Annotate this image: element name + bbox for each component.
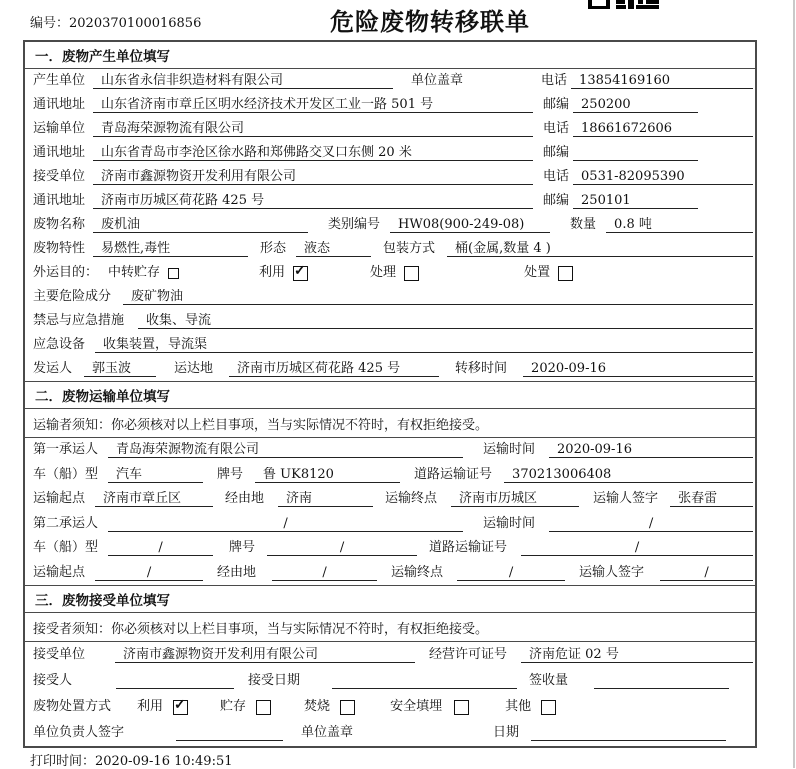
via2-label: 经由地 xyxy=(217,564,257,580)
end2-value: / xyxy=(457,565,565,581)
date-label: 日期 xyxy=(493,725,520,740)
zip2-label: 邮编 xyxy=(543,145,570,160)
disposal-option-label: 安全填埋 xyxy=(390,699,443,714)
equipment-label: 应急设备 xyxy=(33,337,86,352)
zip1-label: 邮编 xyxy=(543,97,570,112)
sign1-label: 运输人签字 xyxy=(593,491,659,507)
row-carrier2 xyxy=(25,512,755,537)
acceptor-label: 接受人 xyxy=(33,673,73,688)
section-receiver xyxy=(25,585,755,746)
row-carrier1 xyxy=(25,438,755,463)
row-receiving-unit xyxy=(25,642,755,668)
time2-label: 运输时间 xyxy=(483,515,536,531)
addr3-value: 济南市历城区荷花路 425 号 xyxy=(93,193,533,209)
section-producer xyxy=(25,42,755,381)
purpose-label: 外运目的： xyxy=(33,265,99,280)
emergency-value: 收集、导流 xyxy=(138,313,753,329)
zip3-label: 邮编 xyxy=(543,193,570,208)
packing-value: 桶(金属,数量 4 ) xyxy=(447,241,753,257)
received-qty-value xyxy=(594,673,729,689)
producer-label: 产生单位 xyxy=(33,73,86,88)
property-label: 废物特性 xyxy=(33,241,86,256)
row-receiver-unit xyxy=(25,165,755,189)
transporter-notice: 运输者须知：你必须核对以上栏目事项，当与实际情况不符时，有权拒绝接受。 xyxy=(25,409,755,438)
row-shipper xyxy=(25,357,755,381)
checkbox-icon xyxy=(340,700,355,715)
checkbox-checked-icon xyxy=(293,266,308,281)
page-title: 危险废物转移联单 xyxy=(330,7,530,36)
hazard-value: 废矿物油 xyxy=(123,289,753,305)
date-value xyxy=(531,725,726,741)
purpose-option-label: 处理 xyxy=(370,265,397,280)
plate1-value: 鲁 UK8120 xyxy=(255,467,400,483)
row-hazard xyxy=(25,285,755,309)
checkbox-icon xyxy=(558,266,573,281)
doc-number-label: 编号： xyxy=(30,16,70,31)
section-producer-title: 一．废物产生单位填写 xyxy=(25,42,755,69)
receiver-notice: 接受者须知：你必须核对以上栏目事项，当与实际情况不符时，有权拒绝接受。 xyxy=(25,613,755,642)
carrier1-value: 青岛海荣源物流有限公司 xyxy=(108,442,463,458)
road-cert1-label: 道路运输证号 xyxy=(414,466,493,482)
zip2-value xyxy=(573,145,698,161)
phone2-value: 18661672606 xyxy=(573,121,753,137)
row-producer-unit xyxy=(25,69,755,93)
vehicle1-label: 车（船）型 xyxy=(33,466,99,482)
emergency-label: 禁忌与应急措施 xyxy=(33,313,125,328)
checkbox-checked-icon xyxy=(173,700,188,715)
section-transporter xyxy=(25,381,755,585)
purpose-option-label: 利用 xyxy=(259,265,286,280)
plate1-label: 牌号 xyxy=(217,466,244,482)
sign2-label: 运输人签字 xyxy=(579,564,645,580)
license-label: 经营许可证号 xyxy=(429,647,508,662)
qr-code-fragment-icon xyxy=(588,0,660,9)
print-time-value: 2020-09-16 10:49:51 xyxy=(95,754,233,769)
row-receiver-address xyxy=(25,189,755,213)
accept-date-value xyxy=(332,673,517,689)
via2-value: / xyxy=(272,565,377,581)
sign1-value: 张春雷 xyxy=(670,491,753,507)
zip3-value: 250101 xyxy=(573,193,698,209)
phone2-label: 电话 xyxy=(543,121,570,136)
shipper-label: 发运人 xyxy=(33,361,73,376)
vehicle2-value: / xyxy=(108,540,213,556)
unit-seal-label: 单位盖章 xyxy=(411,73,464,88)
page-edge-line xyxy=(793,0,795,768)
acceptor-value xyxy=(116,673,234,689)
document-header xyxy=(0,0,796,40)
hazard-label: 主要危险成分 xyxy=(33,289,112,304)
row-disposal xyxy=(25,694,755,720)
carrier2-value: / xyxy=(108,516,463,532)
row-route2 xyxy=(25,561,755,586)
accept-date-label: 接受日期 xyxy=(248,673,301,688)
doc-number xyxy=(30,12,201,31)
purpose-option-label: 处置 xyxy=(524,265,551,280)
plate2-label: 牌号 xyxy=(229,540,256,556)
row-waste-name xyxy=(25,213,755,237)
row-waste-property xyxy=(25,237,755,261)
road-cert2-label: 道路运输证号 xyxy=(429,540,508,556)
row-equipment xyxy=(25,333,755,357)
row-producer-address xyxy=(25,93,755,117)
origin1-value: 济南市章丘区 xyxy=(95,491,213,507)
category-value: HW08(900-249-08) xyxy=(390,217,550,233)
section-receiver-title: 三．废物接受单位填写 xyxy=(25,585,755,613)
property-value: 易燃性,毒性 xyxy=(93,241,248,257)
shipper-value: 郭玉波 xyxy=(84,361,156,377)
transfer-date-value: 2020-09-16 xyxy=(523,361,753,377)
origin1-label: 运输起点 xyxy=(33,491,86,507)
qty-value: 0.8 吨 xyxy=(606,217,753,233)
sign2-value: / xyxy=(660,565,753,581)
packing-label: 包装方式 xyxy=(383,241,436,256)
addr1-value: 山东省济南市章丘区明水经济技术开发区工业一路 501 号 xyxy=(93,97,533,113)
receiver-label: 接受单位 xyxy=(33,169,86,184)
transporter-label: 运输单位 xyxy=(33,121,86,136)
row-emergency xyxy=(25,309,755,333)
dest-label: 运达地 xyxy=(174,361,214,376)
row-vehicle2 xyxy=(25,536,755,561)
print-time xyxy=(30,750,233,769)
unit-seal2-label: 单位盖章 xyxy=(301,725,354,740)
checkbox-icon xyxy=(404,266,419,281)
receiver-value: 济南市鑫源物资开发利用有限公司 xyxy=(93,169,533,185)
zip1-value: 250200 xyxy=(573,97,698,113)
checkbox-icon xyxy=(454,700,469,715)
category-label: 类别编号 xyxy=(328,217,381,232)
head-sign-label: 单位负责人签字 xyxy=(33,725,125,740)
equipment-value: 收集装置，导流渠 xyxy=(95,337,753,353)
phone3-label: 电话 xyxy=(543,169,570,184)
dest-value: 济南市历城区荷花路 425 号 xyxy=(229,361,439,377)
origin2-label: 运输起点 xyxy=(33,564,86,580)
disposal-option-label: 贮存 xyxy=(220,699,247,714)
row-purpose xyxy=(25,261,755,285)
time2-value: / xyxy=(549,516,753,532)
vehicle2-label: 车（船）型 xyxy=(33,540,99,556)
end1-label: 运输终点 xyxy=(385,491,438,507)
head-sign-value xyxy=(176,725,283,741)
section-transporter-title: 二．废物运输单位填写 xyxy=(25,381,755,409)
row-transport-address xyxy=(25,141,755,165)
road-cert2-value: / xyxy=(521,540,753,556)
waste-name-value: 废机油 xyxy=(93,217,308,233)
purpose-option-label: 中转贮存 xyxy=(108,265,161,280)
print-time-label: 打印时间： xyxy=(30,754,96,769)
carrier2-label: 第二承运人 xyxy=(33,515,99,531)
transfer-date-label: 转移时间 xyxy=(455,361,508,376)
manifest-form xyxy=(23,40,757,748)
row-transport-unit xyxy=(25,117,755,141)
phone1-value: 13854169160 xyxy=(571,73,753,89)
receiving-unit-value: 济南市鑫源物资开发利用有限公司 xyxy=(115,647,415,663)
vehicle1-value: 汽车 xyxy=(108,467,203,483)
form-value: 液态 xyxy=(296,241,371,257)
road-cert1-value: 370213006408 xyxy=(504,467,753,483)
row-acceptor xyxy=(25,668,755,694)
phone3-value: 0531-82095390 xyxy=(573,169,753,185)
plate2-value: / xyxy=(267,540,417,556)
qty-label: 数量 xyxy=(570,217,597,232)
end2-label: 运输终点 xyxy=(391,564,444,580)
time1-label: 运输时间 xyxy=(483,442,536,458)
checkbox-icon xyxy=(256,700,271,715)
receiving-unit-label: 接受单位 xyxy=(33,647,86,662)
doc-number-value: 2020370100016856 xyxy=(69,16,202,31)
phone1-label: 电话 xyxy=(541,73,568,88)
via1-label: 经由地 xyxy=(225,491,265,507)
transporter-value: 青岛海荣源物流有限公司 xyxy=(93,121,533,137)
form-label: 形态 xyxy=(260,241,287,256)
end1-value: 济南市历城区 xyxy=(451,491,579,507)
checkbox-icon xyxy=(168,268,179,279)
carrier1-label: 第一承运人 xyxy=(33,442,99,458)
addr2-value: 山东省青岛市李沧区徐水路和郑佛路交叉口东侧 20 米 xyxy=(93,145,533,161)
disposal-option-label: 利用 xyxy=(137,699,164,714)
addr1-label: 通讯地址 xyxy=(33,97,86,112)
time1-value: 2020-09-16 xyxy=(549,442,753,458)
addr3-label: 通讯地址 xyxy=(33,193,86,208)
license-value: 济南危证 02 号 xyxy=(521,647,753,663)
via1-value: 济南 xyxy=(278,491,373,507)
disposal-label: 废物处置方式 xyxy=(33,699,112,714)
disposal-option-label: 其他 xyxy=(505,699,532,714)
received-qty-label: 签收量 xyxy=(529,673,569,688)
disposal-option-label: 焚烧 xyxy=(304,699,331,714)
addr2-label: 通讯地址 xyxy=(33,145,86,160)
origin2-value: / xyxy=(95,565,203,581)
row-head-sign xyxy=(25,720,755,746)
row-vehicle1 xyxy=(25,463,755,488)
waste-name-label: 废物名称 xyxy=(33,217,86,232)
checkbox-icon xyxy=(541,700,556,715)
row-route1 xyxy=(25,487,755,512)
producer-value: 山东省永信非织造材料有限公司 xyxy=(93,73,393,89)
